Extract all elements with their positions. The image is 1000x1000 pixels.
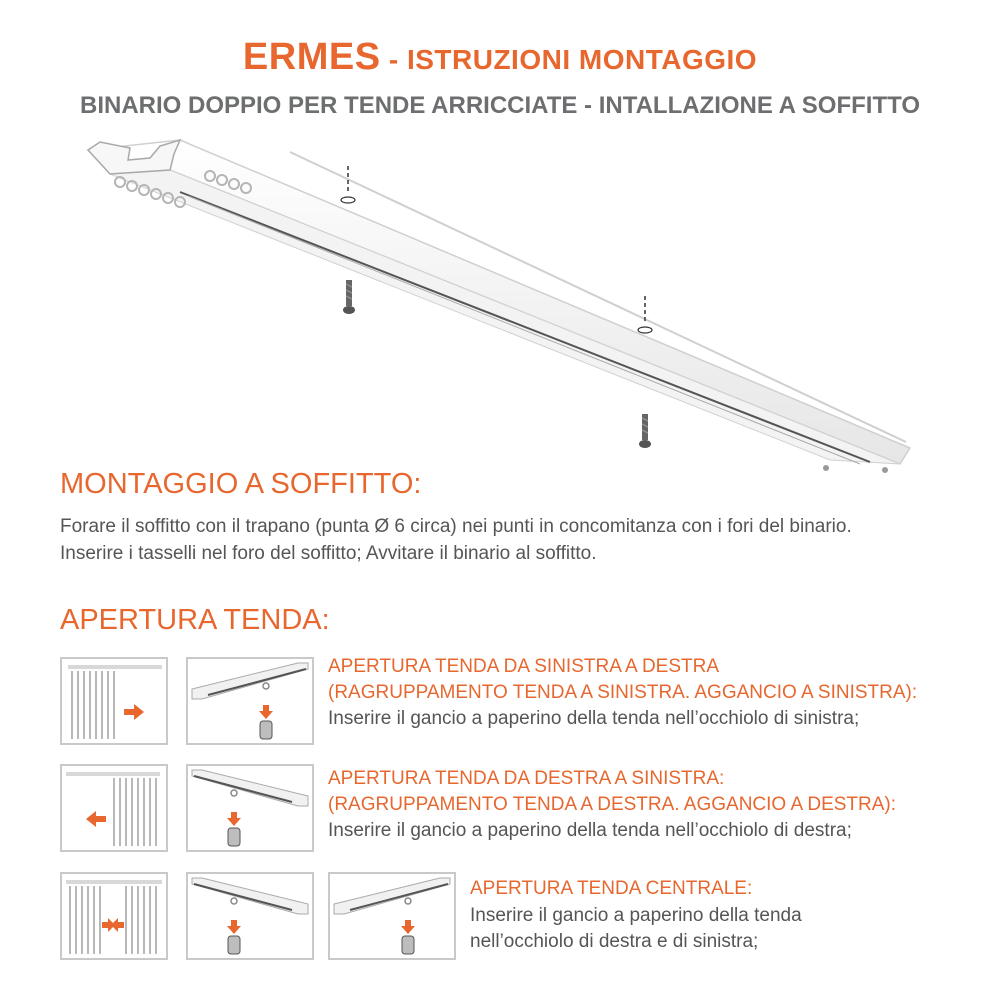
hook-detail-panel-2: [186, 764, 314, 852]
curtain-left-panel-1: [60, 657, 168, 745]
arrow-down-icon: [259, 705, 273, 719]
arrow-down-icon: [401, 920, 415, 934]
rail-groove-left: [180, 192, 870, 462]
opt2-title-2: (RAGRUPPAMENTO TENDA A DESTRA. AGGANCIO A DESTRA):: [328, 794, 897, 815]
page-title: [0, 36, 1000, 79]
opt3-title: APERTURA TENDA CENTRALE:: [470, 878, 753, 899]
rail-pip-left: [823, 465, 829, 471]
rail-groove-right: [290, 152, 906, 442]
hook-left-detail-image: [188, 659, 312, 743]
opening-heading: APERTURA TENDA:: [60, 604, 330, 636]
opt1-title-1: APERTURA TENDA DA SINISTRA A DESTRA: [328, 656, 720, 677]
arrow-right-icon: [124, 704, 144, 720]
opt3-body-1: Inserire il gancio a paperino della tenda: [470, 905, 802, 926]
double-track-illustration: [70, 130, 930, 485]
arrow-down-icon: [227, 812, 241, 826]
hook-right-detail-image: [188, 766, 312, 850]
opt3-body-2: nell’occhiolo di destra e di sinistra;: [470, 931, 759, 952]
opt1-body: Inserire il gancio a paperino della tenda nell’occhiolo di sinistra;: [328, 708, 860, 729]
opt1-title-2: (RAGRUPPAMENTO TENDA A SINISTRA. AGGANCIO A SINISTRA):: [328, 682, 918, 703]
brand-name: ERMES: [242, 36, 381, 78]
rail-front-face: [88, 150, 900, 464]
screw-marker-1: [341, 166, 355, 203]
hook-detail-panel-1: [186, 657, 314, 745]
page-subtitle: BINARIO DOPPIO PER TENDE ARRICCIATE - INTALLAZIONE A SOFFITTO: [80, 92, 920, 119]
rail-pip-right: [882, 467, 888, 473]
hook-detail-panel-3b: [328, 872, 456, 960]
mounting-line-1: Forare il soffitto con il trapano (punta Ø 6 circa) nei punti in concomitanza con i fori del binario.: [60, 516, 852, 537]
curtain-center-panel-3: [60, 872, 168, 960]
hook-right-detail-image: [188, 874, 312, 958]
arrow-down-icon: [227, 920, 241, 934]
opt2-title-1: APERTURA TENDA DA DESTRA A SINISTRA:: [328, 768, 725, 789]
mounting-heading: MONTAGGIO A SOFFITTO:: [60, 468, 422, 500]
curtain-gathered-right-image: [62, 766, 166, 850]
mounting-line-2: Inserire i tasselli nel foro del soffitto; Avvitare il binario al soffitto.: [60, 543, 597, 564]
rail-groove-left-shadow: [188, 196, 860, 464]
arrow-left-icon: [111, 918, 124, 932]
screw-2: [639, 414, 651, 448]
hook-left-detail-image: [330, 874, 454, 958]
curtain-gathered-left-image: [62, 659, 166, 743]
title-text: - ISTRUZIONI MONTAGGIO: [380, 44, 758, 75]
opt2-body: Inserire il gancio a paperino della tenda nell’occhiolo di destra;: [328, 820, 852, 841]
screw-marker-2: [638, 296, 652, 333]
screw-1: [343, 280, 355, 314]
curtain-center-image: [62, 874, 166, 958]
curtain-right-panel-2: [60, 764, 168, 852]
hook-detail-panel-3a: [186, 872, 314, 960]
arrow-left-icon: [86, 811, 106, 827]
